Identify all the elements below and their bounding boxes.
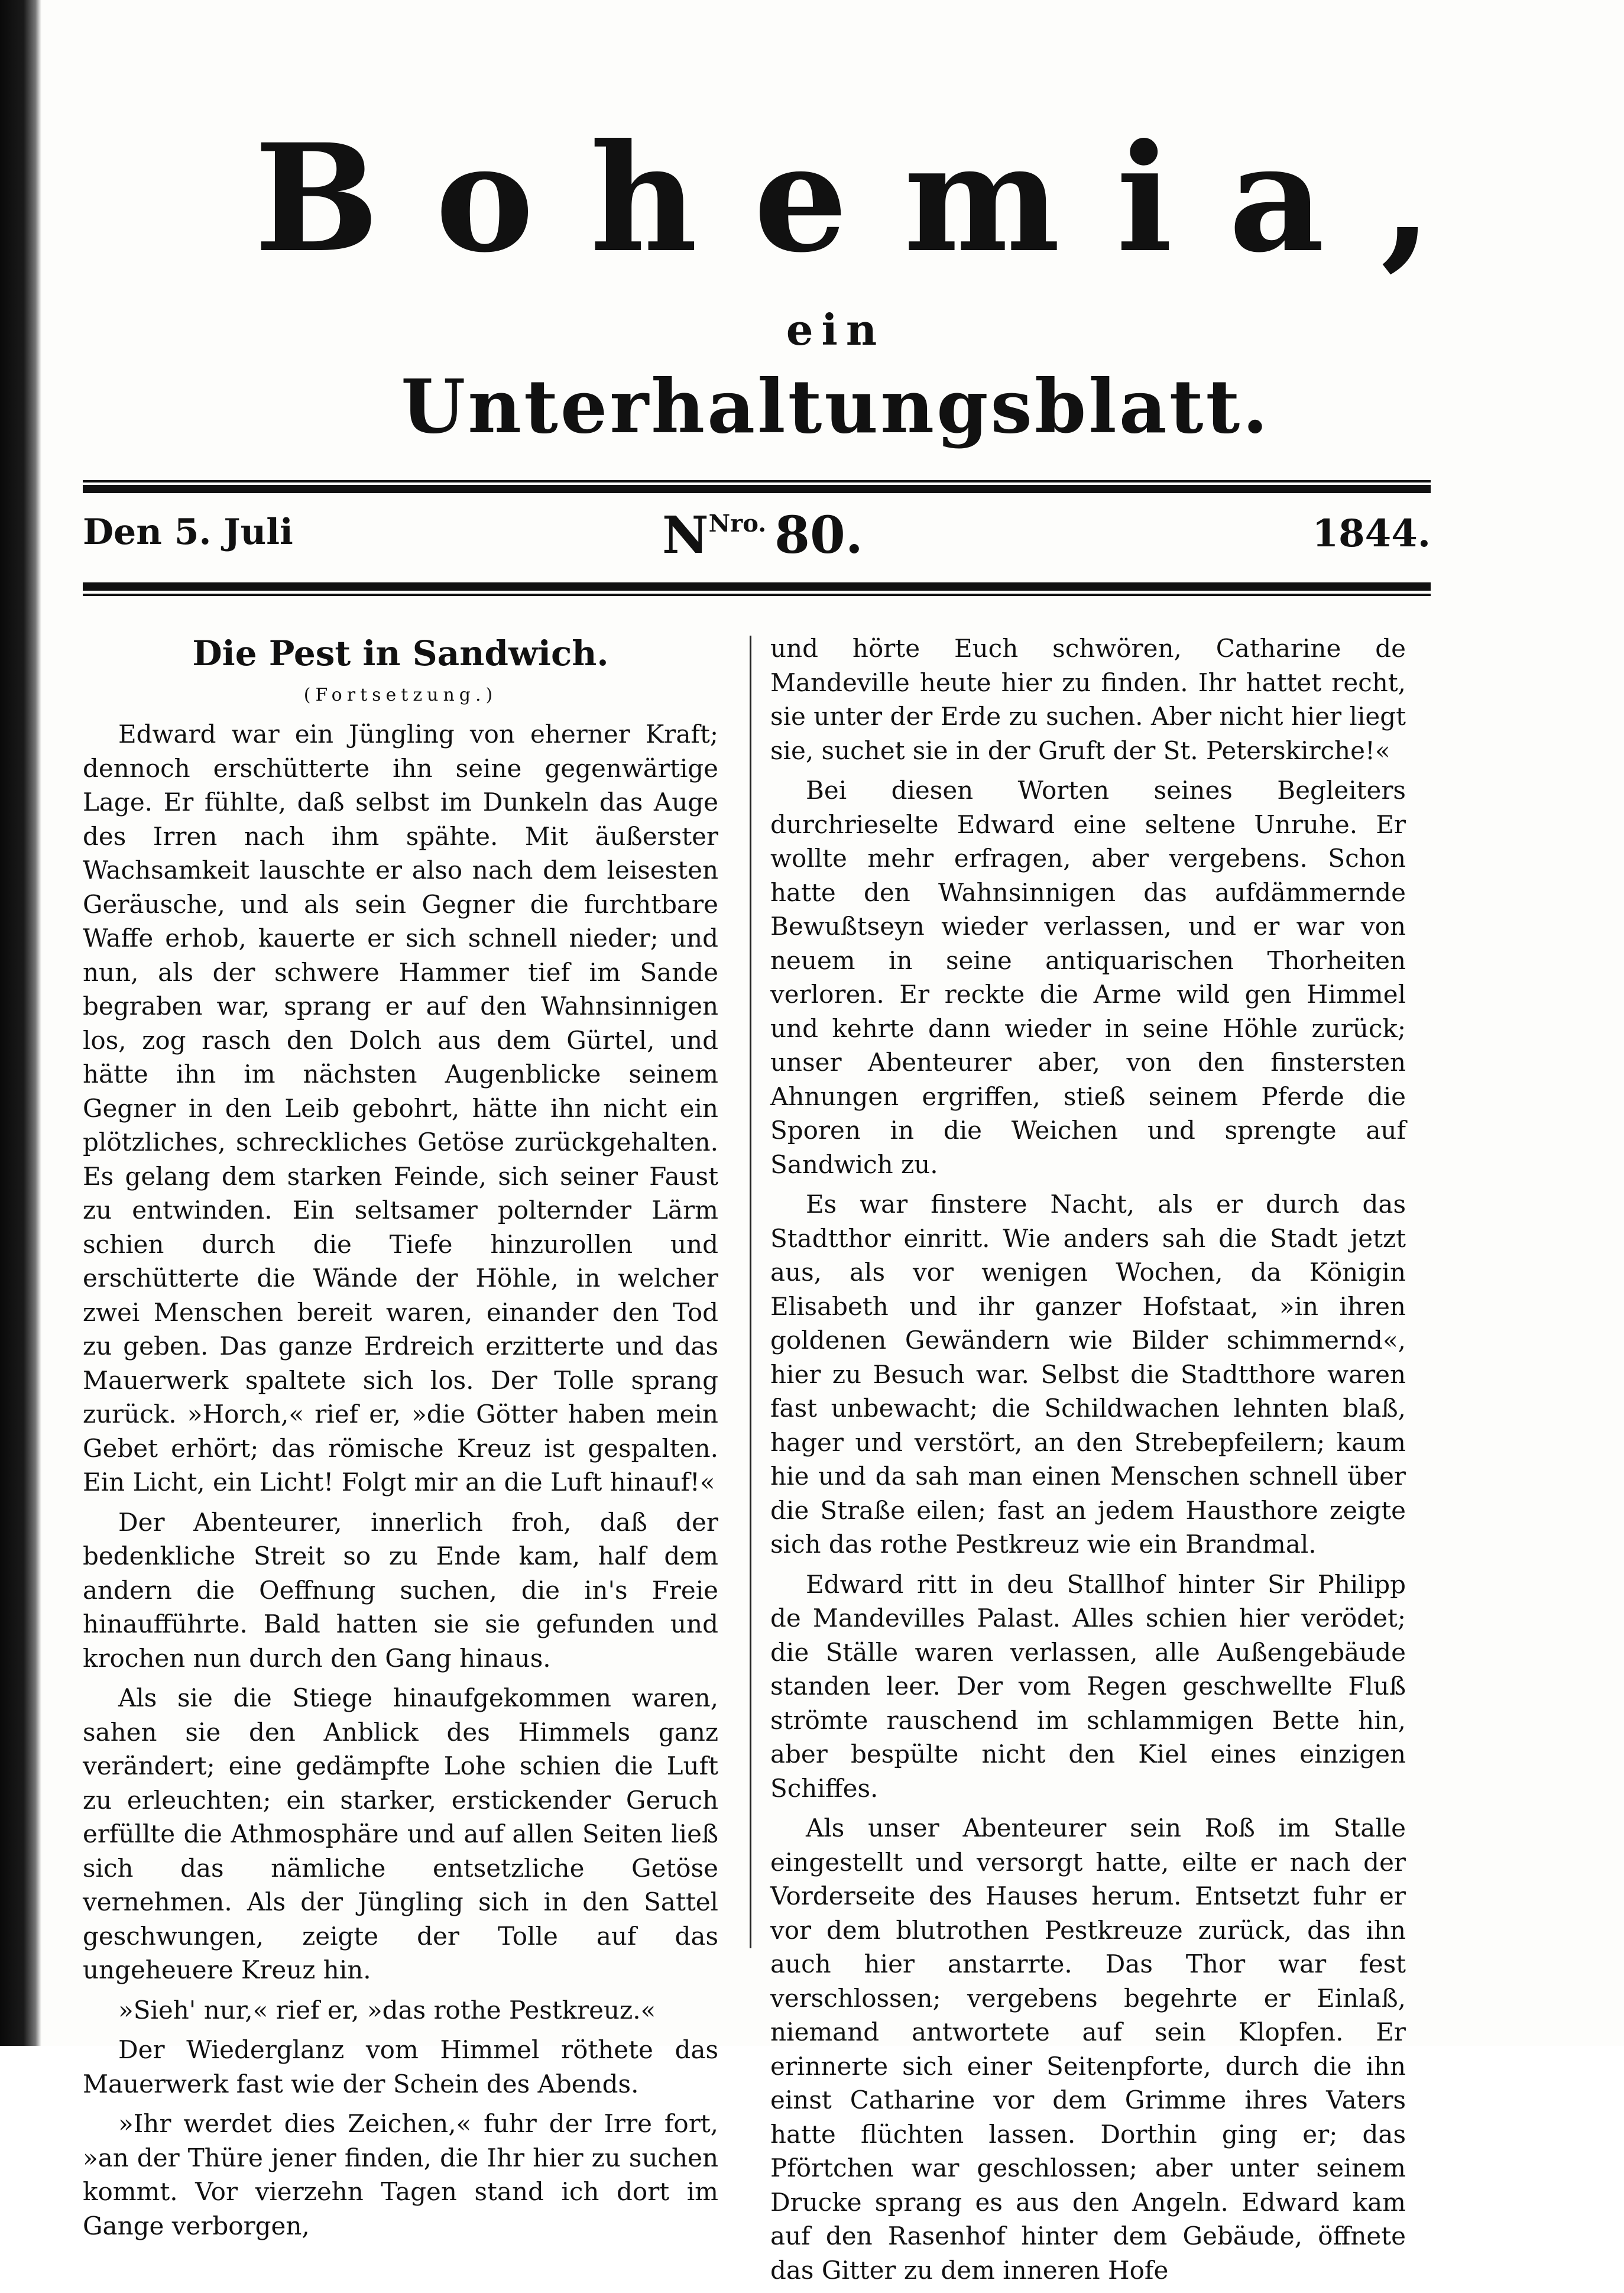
rule-bottom-thick	[83, 582, 1431, 591]
masthead-title: Bohemia,	[254, 111, 1489, 285]
rule-top-thick	[83, 485, 1431, 493]
paragraph: Als unser Abenteurer sein Roß im Stalle eingestellt und versorgt hatte, eilte er nach der Vorderseite des Hauses herum. Entsetzt fuhr er vor dem blutrothen Pestkreuze zurück, das ihn auch hier anstarrte. Das Thor war fest verschlossen; vergebens begehrte er Einlaß, niemand antwortete auf sein Klopfen. Er erinnerte sich einer Seitenpforte, durch die ihn einst Catharine vor dem Grimme ihres Vaters hatte flüchten lassen. Dorthin ging er; das Pförtchen war geschlossen; aber unter seinem Drucke sprang es aus den Angeln. Edward kam auf den Rasenhof hinter dem Gebäude, öffnete das Gitter zu dem inneren Hofe	[770, 1813, 1406, 2285]
rule-top-thin	[83, 480, 1431, 482]
paragraph: »Ihr werdet dies Zeichen,« fuhr der Irre fort, »an der Thüre jener finden, die Ihr hier zu suchen kommt. Vor vierzehn Tagen stand ich dort im Gange verborgen,	[83, 2109, 718, 2240]
dateline	[83, 506, 1431, 565]
paragraph: Bei diesen Worten seines Begleiters durchrieselte Edward eine seltene Unruhe. Er wollte mehr erfragen, aber vergebens. Schon hatte den Wahnsinnigen das aufdämmernde Bewußtseyn wieder verlassen, und er war von neuem in seine antiquarischen Thorheiten verloren. Er reckte die Arme wild gen Himmel und kehrte dann wieder in seine Höhle zurück; unser Abenteurer aber, von den finstersten Ahnungen ergriffen, stieß seinem Pferde die Sporen in die Weichen und sprengte auf Sandwich zu.	[770, 776, 1406, 1179]
issue-number-prefix: Nro.	[708, 510, 767, 537]
paragraph: Es war finstere Nacht, als er durch das Stadtthor einritt. Wie anders sah die Stadt jetzt aus, als vor wenigen Wochen, da Königin Elisabeth und ihr ganzer Hofstaat, »in ihren goldenen Gewändern wie Bilder schimmernd«, hier zu Besuch war. Selbst die Stadtthore waren fast unbewacht; die Schildwachen lehnten blaß, hager und verstört, an den Strebepfeilern; kaum hie und da sah man einen Menschen schnell über die Straße eilen; fast an jedem Hausthore zeigte sich das rothe Pestkreuz wie ein Brandmal.	[770, 1190, 1406, 1559]
masthead-subtitle: Unterhaltungsblatt.	[401, 364, 1270, 450]
paragraph: und hörte Euch schwören, Catharine de Mandeville heute hier zu finden. Ihr hattet recht, sie unter der Erde zu suchen. Aber nicht hier liegt sie, suchet sie in der Gruft der St. Peterskirche!«	[770, 634, 1406, 765]
issue-date: Den 5. Juli	[83, 511, 293, 553]
column-left	[83, 630, 718, 2249]
paragraph: Der Abenteurer, innerlich froh, daß der bedenkliche Streit so zu Ende kam, half dem andern die Oeffnung suchen, die in's Freie hinaufführte. Bald hatten sie sie gefunden und krochen nun durch den Gang hinaus.	[83, 1507, 718, 1673]
issue-number-value: 80.	[774, 506, 863, 565]
column-right	[770, 631, 1406, 2293]
paragraph: Edward ritt in deu Stallhof hinter Sir Philipp de Mandevilles Palast. Alles schien hier verödet; die Ställe waren verlassen, alle Außengebäude standen leer. Der vom Regen geschwellte Fluß strömte rauschend im schlammigen Bette hin, aber bespülte nicht den Kiel eines einzigen Schiffes.	[770, 1569, 1406, 1803]
column-divider	[750, 636, 751, 1948]
issue-number: $N^{Nro.}$ 80.	[662, 506, 863, 565]
article-subtitle: (Fortsetzung.)	[303, 685, 498, 705]
rule-bottom-thin	[83, 594, 1431, 596]
paragraph: Der Wiederglanz vom Himmel röthete das Mauerwerk fast wie der Schein des Abends.	[83, 2035, 718, 2098]
paragraph: Edward war ein Jüngling von eherner Kraft; dennoch erschütterte ihn seine gegenwärtige Lage. Er fühlte, daß selbst im Dunkeln das Auge des Irren nach ihm spähte. Mit äußerster Wachsamkeit lauschte er also nach dem leisesten Geräusche, und als sein Gegner die furchtbare Waffe erhob, kauerte er sich schnell nieder; und nun, als der schwere Hammer tief im Sande begraben war, sprang er auf den Wahnsinnigen los, zog rasch den Dolch aus dem Gürtel, und hätte ihn im nächsten Augenblicke seinem Gegner in den Leib gebohrt, hätte ihn nicht ein plötzliches, schreckliches Getöse zurückgehalten. Es gelang dem starken Feinde, sich seiner Faust zu entwinden. Ein seltsamer polternder Lärm schien durch die Tiefe hinzurollen und erschütterte die Wände der Höhle, in welcher zwei Menschen bereit waren, einander den Tod zu geben. Das ganze Erdreich erzitterte und das Mauerwerk spaltete sich los. Der Tolle sprang zurück. »Horch,« rief er, »die Götter haben mein Gebet erhört; das römische Kreuz ist gespalten. Ein Licht, ein Licht! Folgt mir an die Luft hinauf!«	[83, 720, 718, 1497]
masthead-ein: ein	[786, 305, 886, 355]
paragraph: Als sie die Stiege hinaufgekommen waren, sahen sie den Anblick des Himmels ganz verändert; eine gedämpfte Lohe schien die Luft zu erleuchten; ein starker, erstickender Geruch erfüllte die Athmosphäre und auf allen Seiten ließ sich das nämliche entsetzliche Getöse vernehmen. Als der Jüngling sich in den Sattel geschwungen, zeigte der Tolle auf das ungeheuere Kreuz hin.	[83, 1683, 718, 1984]
paragraph: »Sieh' nur,« rief er, »das rothe Pestkreuz.«	[118, 1995, 656, 2025]
issue-year: 1844.	[1312, 511, 1431, 556]
article-title: Die Pest in Sandwich.	[192, 633, 609, 673]
